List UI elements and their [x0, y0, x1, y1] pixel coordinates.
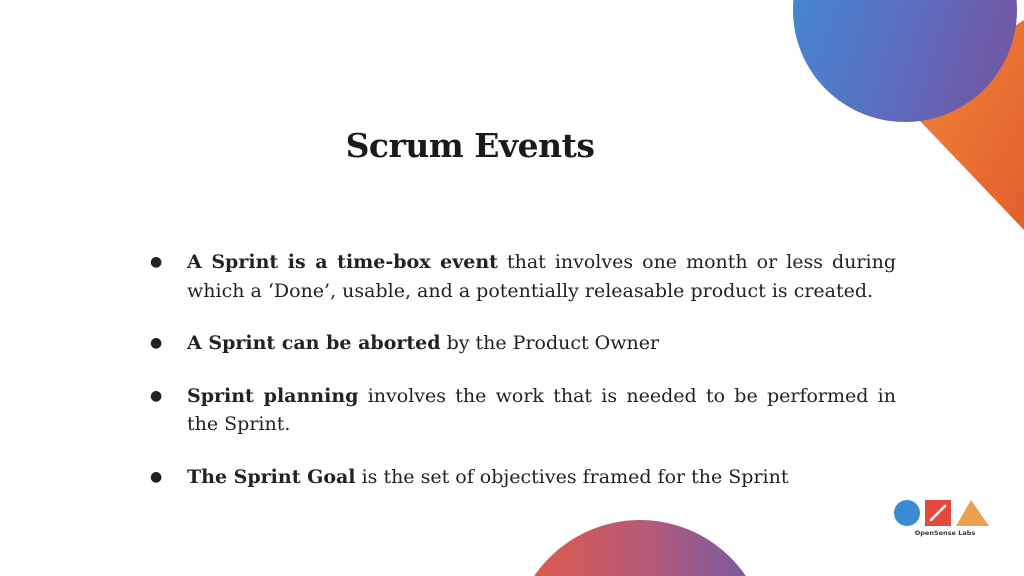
bullet-item — [150, 248, 896, 305]
bullet-dot: ● — [150, 468, 163, 485]
bullet-text: by the Product Owner — [440, 332, 660, 354]
bullet-item — [150, 463, 896, 492]
bullet-text: is the set of objectives framed for the Sprint — [355, 465, 789, 488]
logo-caption: OpenSense Labs — [914, 529, 976, 537]
bottom-circle-shape — [512, 520, 768, 576]
bullet-bold-text: Sprint planning — [187, 384, 359, 407]
bullet-text: involves the work that is needed to be performed in the Sprint. — [187, 384, 897, 435]
bullet-bold-text: A Sprint is a time-box event — [187, 251, 498, 273]
circle-icon — [894, 500, 920, 526]
bullet-text: that involves one month or less during which a ‘Done’, usable, and a potentially releasable product is created. — [187, 251, 896, 302]
bullet-bold-text: The Sprint Goal — [187, 465, 356, 488]
bullet-list — [150, 248, 896, 515]
bullet-dot: ● — [150, 335, 163, 351]
bullet-bold-text: A Sprint can be aborted — [187, 332, 441, 354]
bullet-dot: ● — [150, 254, 163, 270]
triangle-icon — [956, 500, 989, 526]
bullet-item — [150, 329, 896, 358]
slide-title: Scrum Events — [345, 126, 595, 165]
bullet-dot: ● — [150, 387, 163, 404]
bullet-item — [150, 382, 896, 439]
